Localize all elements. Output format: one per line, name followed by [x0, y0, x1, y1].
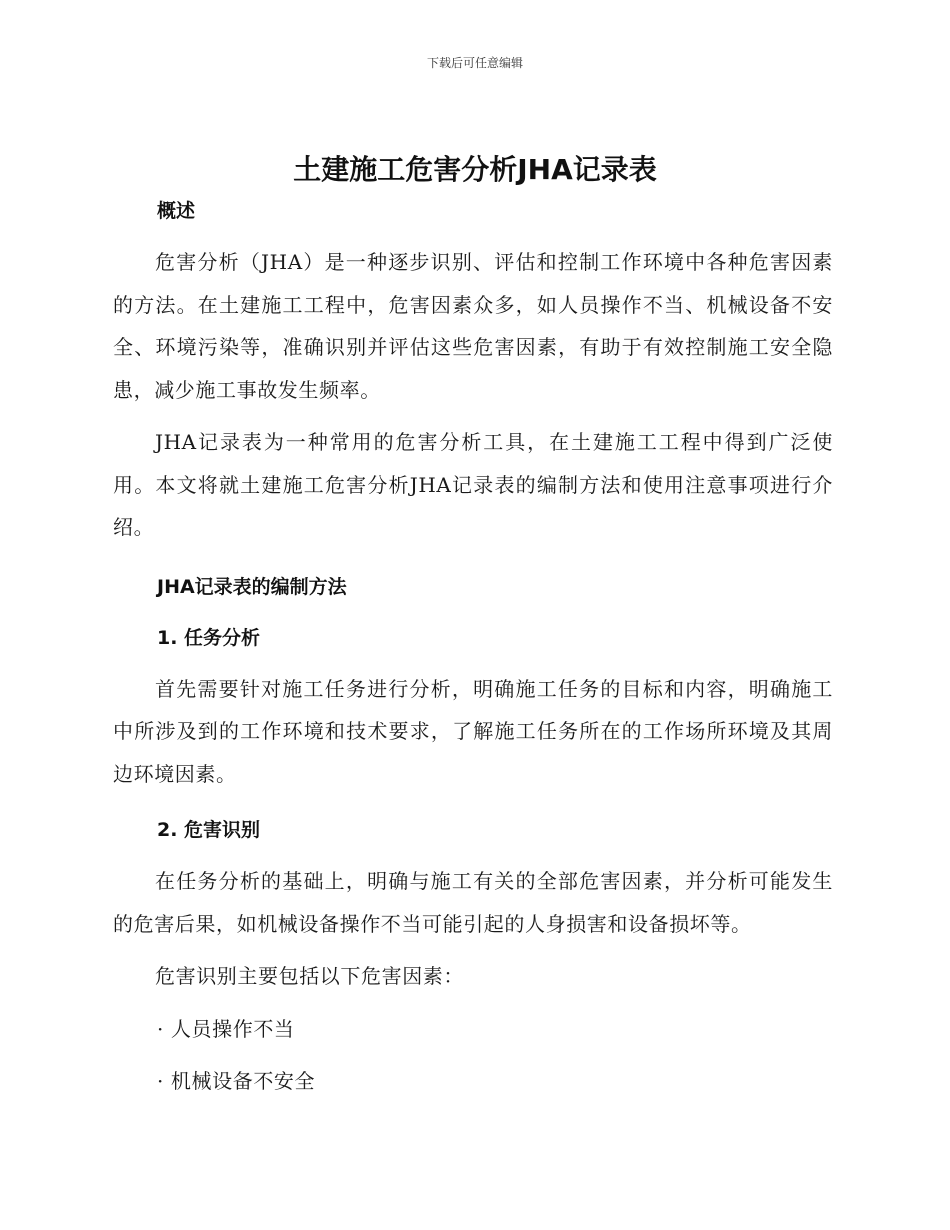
hazard-intro: 危害识别主要包括以下危害因素： — [155, 964, 464, 988]
document-title: 土建施工危害分析JHA记录表 — [293, 153, 657, 186]
step2-paragraph: 在任务分析的基础上，明确与施工有关的全部危害因素，并分析可能发生的危害后果，如机械设备操作不当可能引起的人身损害和设备损坏等。 — [113, 869, 833, 936]
overview-paragraph-2: JHA记录表为一种常用的危害分析工具，在土建施工工程中得到广泛使用。本文将就土建施工危害分析JHA记录表的编制方法和使用注意事项进行介绍。 — [113, 430, 833, 539]
step1-paragraph: 首先需要针对施工任务进行分析，明确施工任务的目标和内容，明确施工中所涉及到的工作环境和技术要求，了解施工任务所在的工作场所环境及其周边环境因素。 — [113, 676, 833, 786]
section-heading-overview: 概述 — [157, 200, 196, 222]
hazard-list-item: · 人员操作不当 — [157, 1016, 295, 1041]
step-heading-task-analysis: 1. 任务分析 — [157, 626, 261, 649]
step-heading-hazard-identification: 2. 危害识别 — [157, 819, 261, 841]
page-header-note: 下载后可任意编辑 — [426, 56, 523, 70]
overview-paragraph-1: 危害分析（JHA）是一种逐步识别、评估和控制工作环境中各种危害因素的方法。在土建施工工程中，危害因素众多，如人员操作不当、机械设备不安全、环境污染等，准确识别并评估这些危害因素，有助于有效控制施工安全隐患，减少施工事故发生频率。 — [113, 250, 833, 402]
document-body — [113, 196, 833, 1102]
hazard-list-item: · 机械设备不安全 — [157, 1068, 316, 1093]
section-heading-method: JHA记录表的编制方法 — [157, 575, 347, 598]
